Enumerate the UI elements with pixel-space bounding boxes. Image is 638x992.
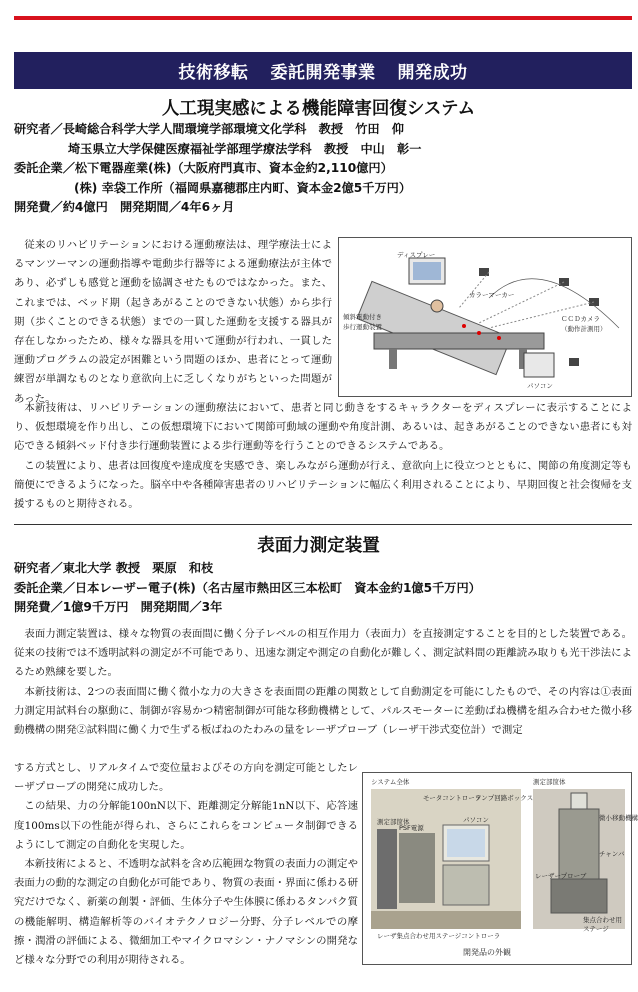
section2-para-2b-4-block bbox=[14, 759, 358, 970]
fig2-label-laser-stage: レーザ集点合わせ用ステージコントローラ bbox=[377, 932, 501, 940]
fig2-label-laser: レーザープローブ bbox=[535, 872, 587, 880]
section-divider bbox=[14, 524, 632, 525]
section1-researcher-1: 研究者／長崎総合科学大学人間環境学部環境文化学科 教授 竹田 仰 bbox=[14, 122, 404, 136]
section2-para-2a: 本新技術は、2つの表面間に働く微小な力の大きさを表面間の距離の関数として自動測定を可能にしたもので、その内容は①表面力測定用試料台の駆動に、制御が容易かつ精密制御が可能な移動機構として、パルスモーターに差動ばね機構を組み合わせた微小移動機構の開発②試料間に働く力で生ずる板ばねのたわみの量をレーザプローブ（レーザ干渉式変位計）で測定 bbox=[14, 685, 632, 737]
header-banner bbox=[14, 52, 632, 89]
section2-para-1-2a-block bbox=[14, 625, 632, 740]
section1-researcher-2: 埼玉県立大学保健医療福祉学部理学療法学科 教授 中山 彰一 bbox=[68, 141, 422, 156]
section2-para-3: この結果、力の分解能100nN以下、距離測定分解能1nN以下、応答速度100ms以下の性能が得られ、さらにこれらをコンピュータ制御できるようにして測定の自動化を実現した。 bbox=[14, 800, 358, 851]
section1-info bbox=[14, 120, 421, 218]
section2-figure bbox=[362, 772, 638, 965]
fig1-label-bed2: 歩行運動装置 bbox=[343, 323, 382, 331]
fig1-label-ccd-sub: （動作計測用） bbox=[561, 325, 607, 333]
section1-para-1: 従来のリハビリテーションにおける運動療法は、理学療法士によるマンツーマンの運動指導や電動歩行器等による運動療法が主体であり、必ずしも感覚と運動を協調させたものではなかった。また、これまでは、ベッド期（起きあがることのできない状態）から歩行期（歩くことのできる状態）までの一貫した運動を支援する器具が存在しなかったため、様々な器具を用いて運動が行われ、一貫した運動プログラムの設定が困難という問題のほか、患者にとって運動練習が単調なものとなり意欲向上に乏しくなりがちといった問題があった。 bbox=[14, 239, 332, 405]
section2-info bbox=[14, 559, 481, 618]
section1-para-2: 本新技術は、リハビリテーションの運動療法において、患者と同じ動きをするキャラクターをディスプレーに表示することにより、仮想環境を作り出し、この仮想環境下において関節可動域の運動や角度計測、あるいは、起きあがることのできない患者にも対応できる傾斜ベッド付き歩行運動装置による歩行運動等を行うことのできるシステムである。 bbox=[14, 402, 632, 453]
fig2-label-motor: モータコントローラ bbox=[423, 794, 482, 802]
fig2-label-amp: アンプ回路ボックス bbox=[475, 794, 534, 802]
fig2-label-measure-part: 測定部筐体 bbox=[377, 818, 410, 826]
fig1-label-marker: カラーマーカー bbox=[469, 291, 515, 299]
section2-para-2b: する方式とし、リアルタイムで変位量およびその方向を測定可能としたレーザプローブの開発に成功した。 bbox=[14, 762, 358, 794]
fig2-label-power: PSF電源 bbox=[399, 824, 424, 832]
section2-para-4: 本新技術によると、不透明な試料を含め広範囲な物質の表面力の測定や表面力の動的な測定の自動化が可能であり、物質の表面・界面に係わる研究だけでなく、新薬の創製・評価、生体分子や生体膜に係わるタンパク質の機能解明、構造解析等のバイオテクノロジー分野、分子レベルでの摩擦・潤滑の評価による、微細加工やマイクロマシン・ナノマシンの開発など様々な分野での利用が期待される。 bbox=[14, 858, 358, 967]
fig2-label-measure: 測定部筐体 bbox=[533, 778, 566, 786]
fig2-label-chamber: チャンバ bbox=[599, 850, 625, 858]
section1-cost: 開発費／約4億円 開発期間／4年6ヶ月 bbox=[14, 200, 235, 215]
section1-para-3: この装置により、患者は回復度や達成度を実感でき、楽しみながら運動が行え、意欲向上に役立つとともに、関節の角度測定等も簡便にできるようになった。脳卒中や各種障害患者のリハビリテーションに幅広く利用されることにより、早期回復と社会復帰を支援するものと期待される。 bbox=[14, 459, 632, 511]
fig2-caption: 開発品の外観 bbox=[463, 948, 511, 957]
section2-title: 表面力測定装置 bbox=[257, 536, 380, 556]
top-red-rule bbox=[14, 16, 632, 20]
section2-cost: 開発費／1億9千万円 開発期間／3年 bbox=[14, 600, 223, 615]
section1-figure bbox=[338, 237, 632, 397]
fig2-label-system: システム全体 bbox=[371, 778, 410, 786]
fig1-label-display: ディスプレー bbox=[397, 251, 436, 259]
fig1-label-bed: 傾斜電動付き bbox=[343, 313, 382, 321]
fig2-label-stage: 集点合わせ用 ステージ bbox=[583, 916, 622, 933]
section1-company-2: (株) 幸袋工作所（福岡県嘉穂郡庄内町、資本金2億5千万円） bbox=[74, 180, 412, 195]
section2-para-1: 表面力測定装置は、様々な物質の表面間に働く分子レベルの相互作用力（表面力）を直接測定することを目的とした装置である。従来の技術では不透明試料の測定が不可能であり、迅速な測定や測定の自動化が難しく、測定試料間の距離読み取りも光干渉法によるため熟練を要した。 bbox=[14, 628, 632, 679]
fig1-label-ccd: ＣＣＤカメラ bbox=[561, 315, 600, 323]
fig2-label-drive: 微小移動機構 bbox=[599, 814, 638, 822]
banner-text-1: 技術移転 bbox=[178, 63, 249, 83]
section2-researcher: 研究者／東北大学 教授 栗原 和枝 bbox=[14, 561, 214, 575]
fig2-label-pc: パソコン bbox=[463, 816, 489, 824]
fig1-label-pc: パソコン bbox=[527, 382, 553, 390]
section2-company: 委託企業／日本レーザー電子(株)（名古屋市熱田区三本松町 資本金約1億5千万円） bbox=[14, 580, 481, 595]
section1-para-2-3-block bbox=[14, 399, 632, 514]
section1-title: 人工現実感による機能障害回復システム bbox=[161, 99, 476, 119]
section1-para-1-block bbox=[14, 236, 332, 409]
banner-text-3: 開発成功 bbox=[397, 63, 468, 83]
section1-company-1: 委託企業／松下電器産業(株)（大阪府門真市、資本金約2,110億円） bbox=[14, 161, 393, 176]
banner-text-2: 委託開発事業 bbox=[270, 63, 376, 83]
